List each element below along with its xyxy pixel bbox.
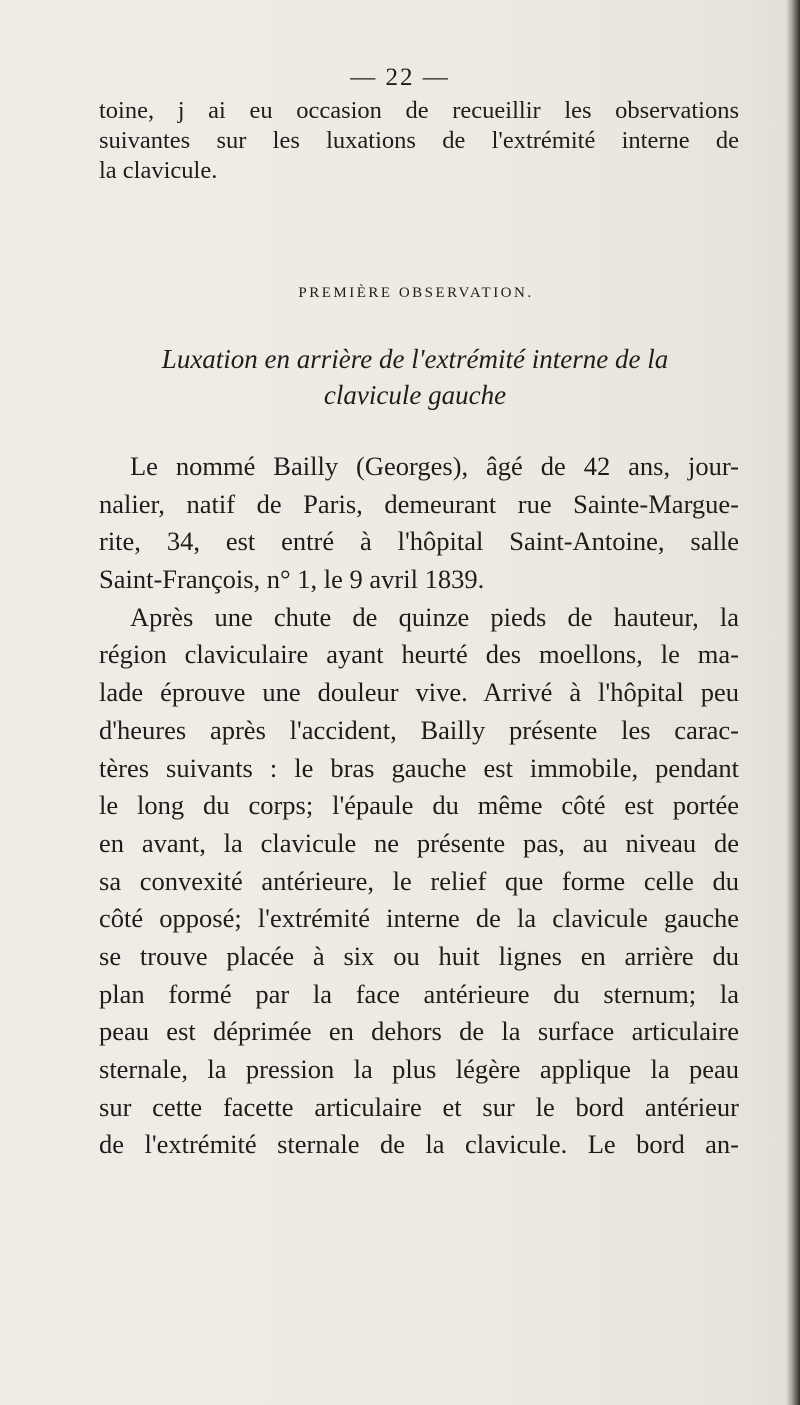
body-line: plan formé par la face antérieure du sternum; la (99, 978, 739, 1009)
body-line: se trouve placée à six ou huit lignes en arrière du (99, 940, 739, 971)
body-line: Le nommé Bailly (Georges), âgé de 42 ans, jour- (130, 451, 739, 481)
intro-paragraph (99, 96, 739, 186)
page-edge-shadow (786, 0, 800, 1405)
observation-body (99, 448, 739, 1164)
intro-line: toine, j ai eu occasion de recueillir les observations (99, 97, 739, 124)
body-line: nalier, natif de Paris, demeurant rue Sainte-Margue- (99, 488, 739, 519)
body-line: sternale, la pression la plus légère applique la peau (99, 1054, 739, 1084)
page-number: — 22 — (350, 64, 450, 91)
body-line: de l'extrémité sternale de la clavicule. Le bord an- (99, 1129, 739, 1160)
body-line: lade éprouve une douleur vive. Arrivé à l'hôpital peu (99, 677, 739, 708)
body-line: Saint-François, n° 1, le 9 avril 1839. (99, 564, 485, 595)
body-line: peau est déprimée en dehors de la surface articulaire (99, 1016, 739, 1047)
body-line: sur cette facette articulaire et sur le bord antérieur (99, 1091, 739, 1122)
intro-line: la clavicule. (99, 157, 218, 184)
body-line: côté opposé; l'extrémité interne de la clavicule gauche (99, 903, 739, 934)
intro-line: suivantes sur les luxations de l'extrémité interne de (99, 127, 739, 154)
body-line: Après une chute de quinze pieds de hauteur, la (130, 601, 739, 632)
subtitle-line: Luxation en arrière de l'extrémité interne de la (161, 344, 669, 374)
body-line: région claviculaire ayant heurté des moellons, le ma- (99, 639, 739, 670)
observation-heading: PREMIÈRE OBSERVATION. (298, 285, 534, 301)
body-line: rite, 34, est entré à l'hôpital Saint-Antoine, salle (99, 526, 739, 557)
body-line: d'heures après l'accident, Bailly présente les carac- (99, 714, 739, 745)
body-line: le long du corps; l'épaule du même côté est portée (99, 790, 739, 821)
subtitle-line: clavicule gauche (323, 380, 507, 410)
body-line: tères suivants : le bras gauche est immobile, pendant (99, 752, 739, 783)
body-line: sa convexité antérieure, le relief que forme celle du (99, 865, 739, 896)
body-line: en avant, la clavicule ne présente pas, au niveau de (99, 827, 739, 858)
observation-subtitle (0, 341, 800, 413)
